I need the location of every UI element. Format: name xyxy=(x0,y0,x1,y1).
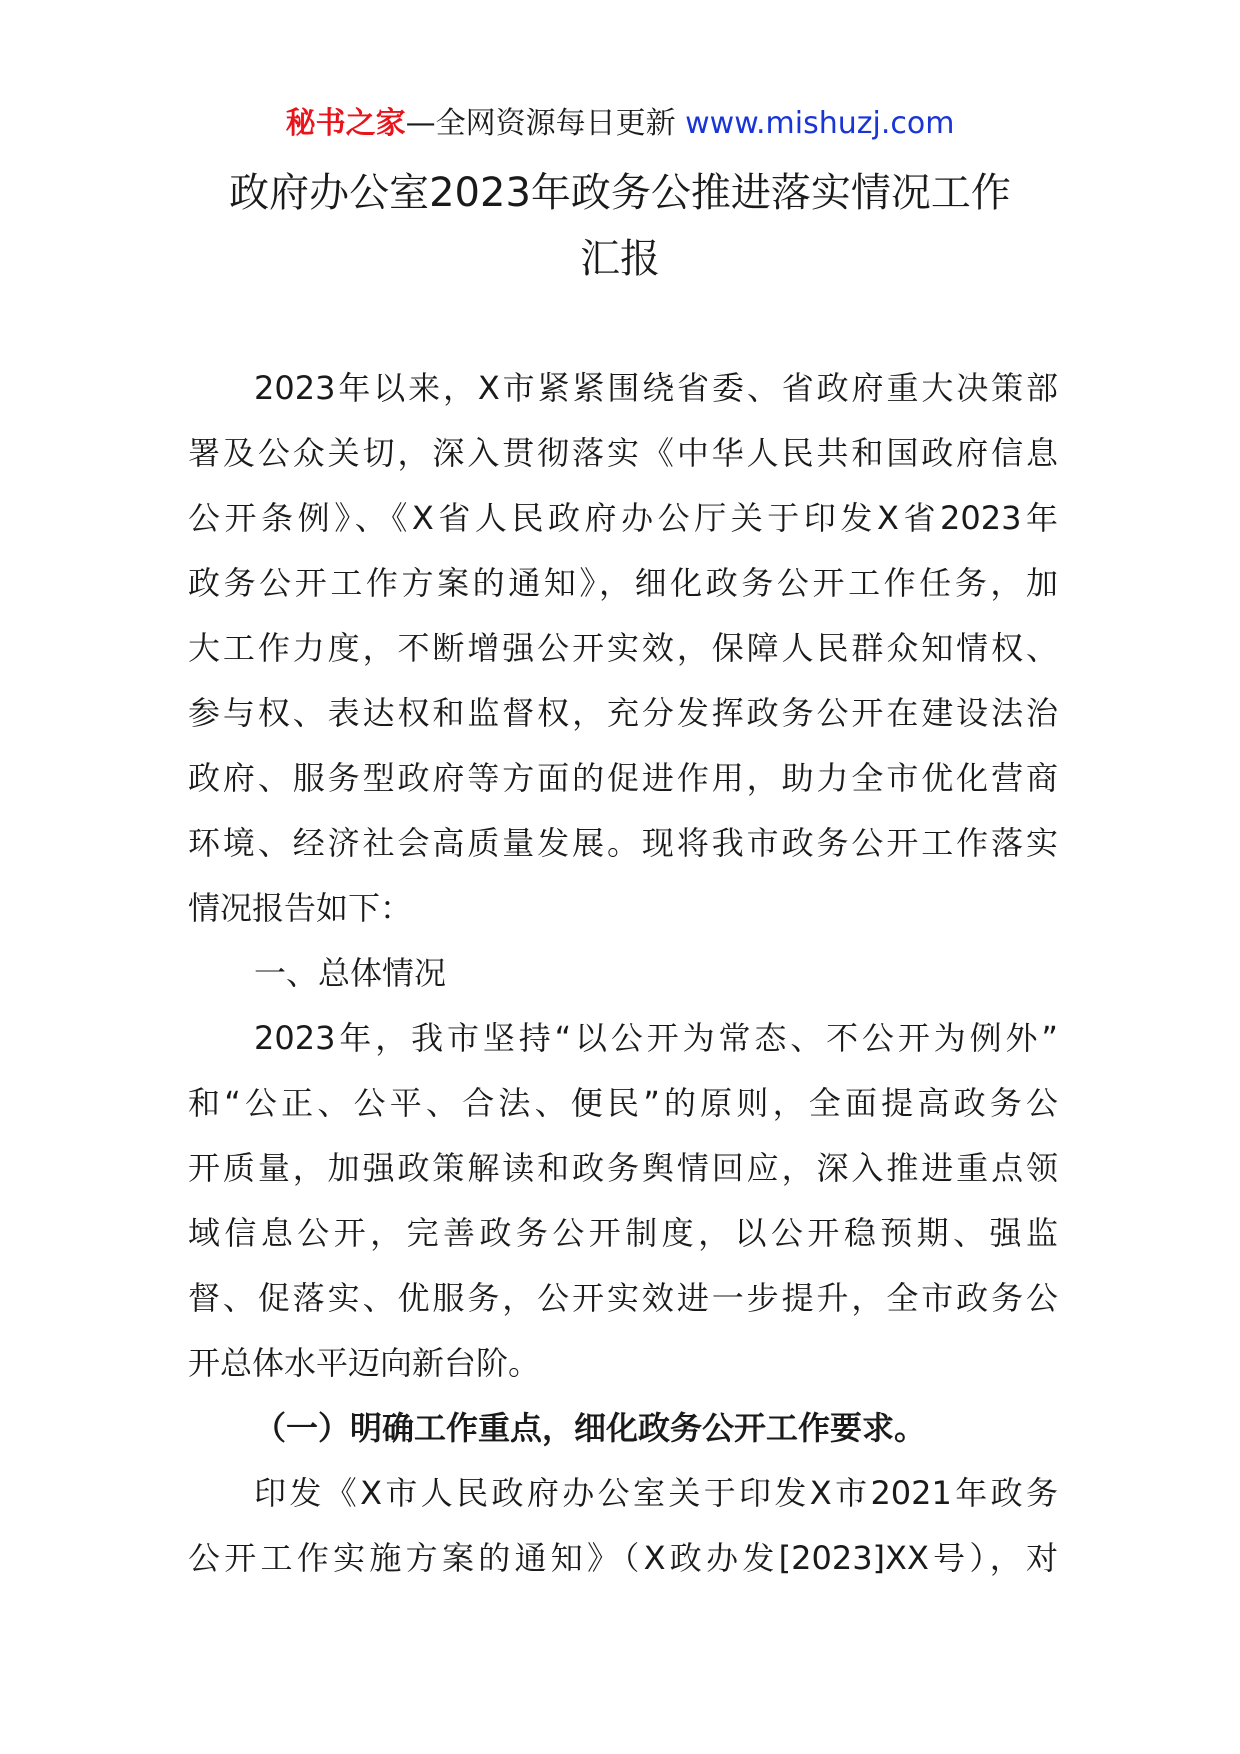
paragraph-1-line: 政务公开工作方案的通知》，细化政务公开工作任务，加 xyxy=(188,564,1058,602)
paragraph-2-line: 2023年，我市坚持“以公开为常态、不公开为例外” xyxy=(254,1019,1058,1057)
header-slogan: —全网资源每日更新 xyxy=(405,106,686,141)
section-heading-1: 一、总体情况 xyxy=(254,954,447,992)
paragraph-1-line: 公开条例》、《X省人民政府办公厅关于印发X省2023年 xyxy=(188,499,1058,537)
paragraph-1-line: 参与权、表达权和监督权，充分发挥政务公开在建设法治 xyxy=(188,694,1058,732)
paragraph-3-line: 公开工作实施方案的通知》（X政办发[2023]XX号），对 xyxy=(188,1539,1058,1577)
paragraph-1-line: 环境、经济社会高质量发展。现将我市政务公开工作落实 xyxy=(188,824,1058,862)
paragraph-2-line: 和“公正、公平、合法、便民”的原则，全面提高政务公 xyxy=(188,1084,1058,1122)
paragraph-1-line: 政府、服务型政府等方面的促进作用，助力全市优化营商 xyxy=(188,759,1058,797)
paragraph-1-line: 情况报告如下： xyxy=(188,889,413,927)
paragraph-1-line: 大工作力度，不断增强公开实效，保障人民群众知情权、 xyxy=(188,629,1058,667)
document-body xyxy=(188,356,1058,1591)
site-url-link[interactable]: www.mishuzj.com xyxy=(685,106,955,141)
paragraph-3-line: 印发《X市人民政府办公室关于印发X市2021年政务 xyxy=(254,1474,1058,1512)
site-header xyxy=(0,102,1240,146)
brand-name: 秘书之家 xyxy=(285,106,406,141)
sub-heading-1: （一）明确工作重点，细化政务公开工作要求。 xyxy=(254,1409,927,1447)
title-line-1: 政府办公室2023年政务公推进落实情况工作 xyxy=(229,170,1011,216)
paragraph-2-line: 域信息公开，完善政务公开制度，以公开稳预期、强监 xyxy=(188,1214,1058,1252)
paragraph-1-line: 署及公众关切，深入贯彻落实《中华人民共和国政府信息 xyxy=(188,434,1058,472)
document-title xyxy=(150,160,1090,292)
paragraph-1-line: 2023年以来，X市紧紧围绕省委、省政府重大决策部 xyxy=(254,369,1058,407)
paragraph-2-line: 开总体水平迈向新台阶。 xyxy=(188,1344,541,1382)
paragraph-2-line: 督、促落实、优服务，公开实效进一步提升，全市政务公 xyxy=(188,1279,1058,1317)
title-line-2: 汇报 xyxy=(580,236,660,282)
paragraph-2-line: 开质量，加强政策解读和政务舆情回应，深入推进重点领 xyxy=(188,1149,1058,1187)
